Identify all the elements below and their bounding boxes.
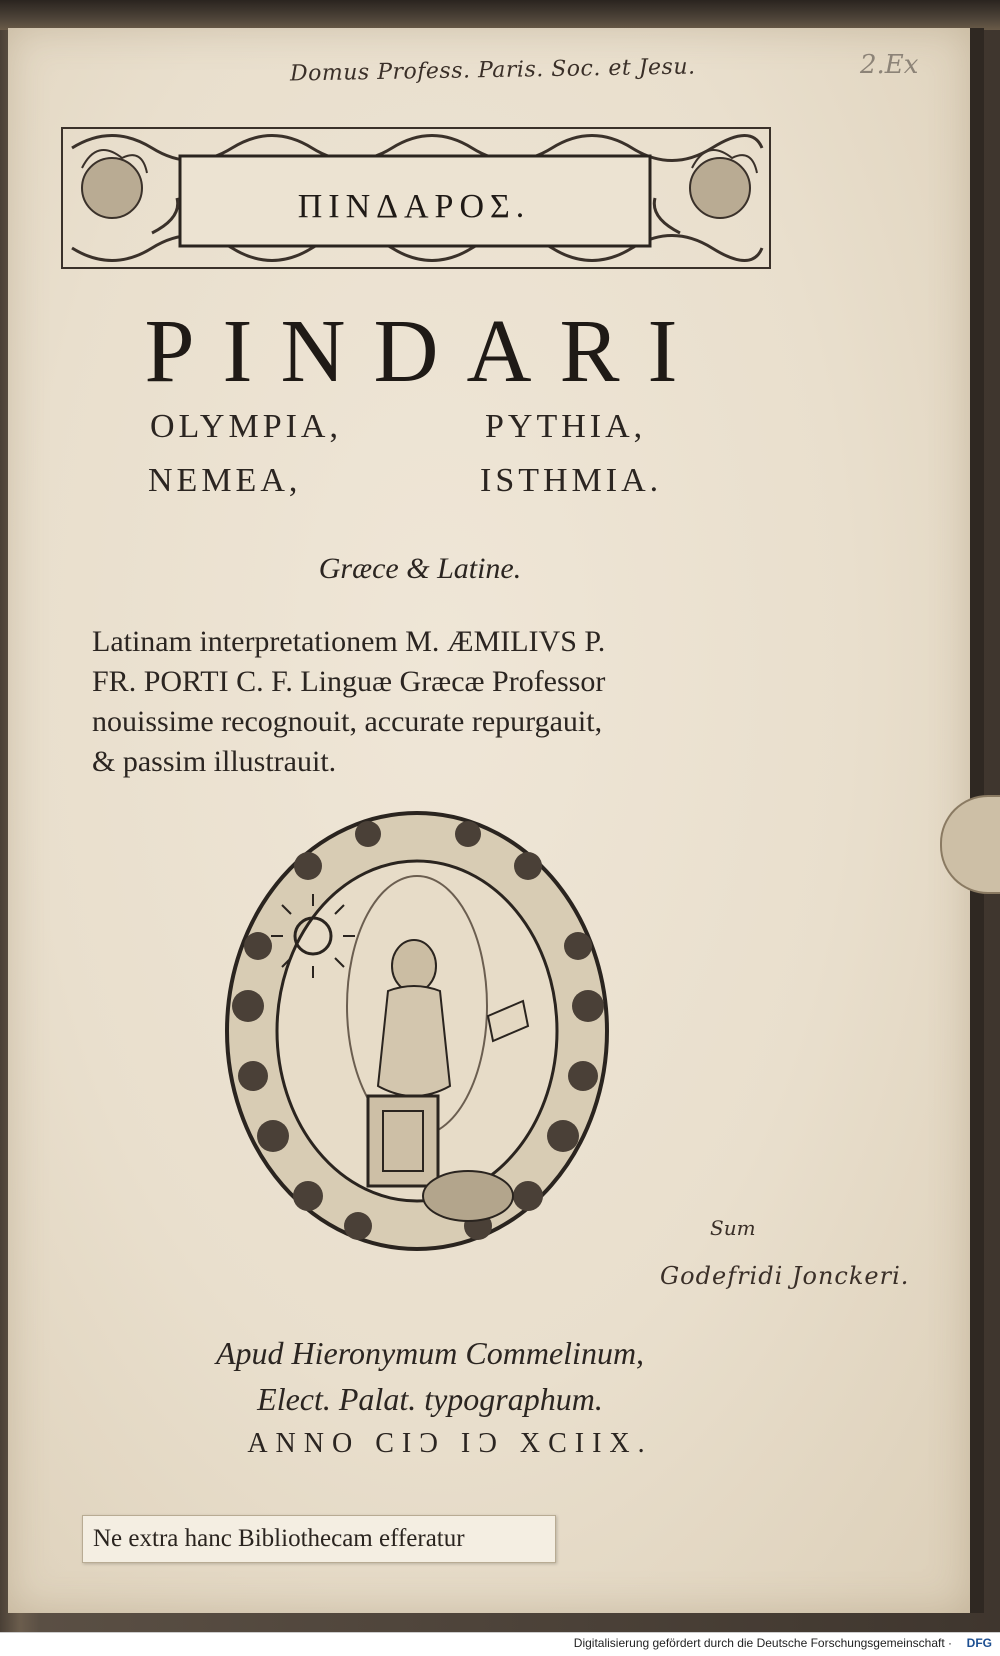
main-title: PINDARI xyxy=(144,302,706,401)
handwritten-owner-note: Domus Profess. Paris. Soc. et Jesu. xyxy=(289,54,696,87)
printers-device-emblem xyxy=(218,806,616,1256)
dfg-logo: DFG xyxy=(966,1636,992,1650)
printer-imprint xyxy=(160,1330,700,1422)
funding-text: Digitalisierung gefördert durch die Deutsche Forschungsgemeinschaft · xyxy=(573,1636,952,1650)
work-nemea: NEMEA, xyxy=(148,462,302,499)
printer-line: Elect. Palat. typographum. xyxy=(257,1381,603,1417)
credit-line: Latinam interpretationem M. ÆMILIVS P. xyxy=(92,625,606,658)
publication-year: ANNO CIƆ IƆ XCIIX. xyxy=(247,1428,653,1459)
emblem-graphic xyxy=(218,806,616,1256)
languages-line: Græce & Latine. xyxy=(318,552,522,585)
handwritten-provenance-prefix: Sum xyxy=(710,1216,756,1240)
credit-line: & passim illustrauit. xyxy=(92,745,337,778)
book-top-edge xyxy=(0,0,1000,30)
translator-credit xyxy=(92,622,772,782)
work-pythia: PYTHIA, xyxy=(485,408,647,445)
handwritten-shelf-mark: 2.Ex xyxy=(860,50,919,80)
printer-line: Apud Hieronymum Commelinum, xyxy=(215,1335,645,1371)
handwritten-provenance-name: Godefridi Jonckeri. xyxy=(660,1262,910,1290)
library-label: Ne extra hanc Bibliothecam efferatur xyxy=(82,1515,556,1563)
greek-title: ΠΙΝΔΑΡΟΣ. xyxy=(297,188,531,225)
credit-line: nouissime recognouit, accurate repurgauit, xyxy=(92,705,603,738)
work-isthmia: ISTHMIA. xyxy=(480,462,663,499)
work-olympia: OLYMPIA, xyxy=(150,408,342,445)
credit-line: FR. PORTI C. F. Linguæ Græcæ Professor xyxy=(92,665,606,698)
digitization-footer xyxy=(0,1632,1000,1656)
